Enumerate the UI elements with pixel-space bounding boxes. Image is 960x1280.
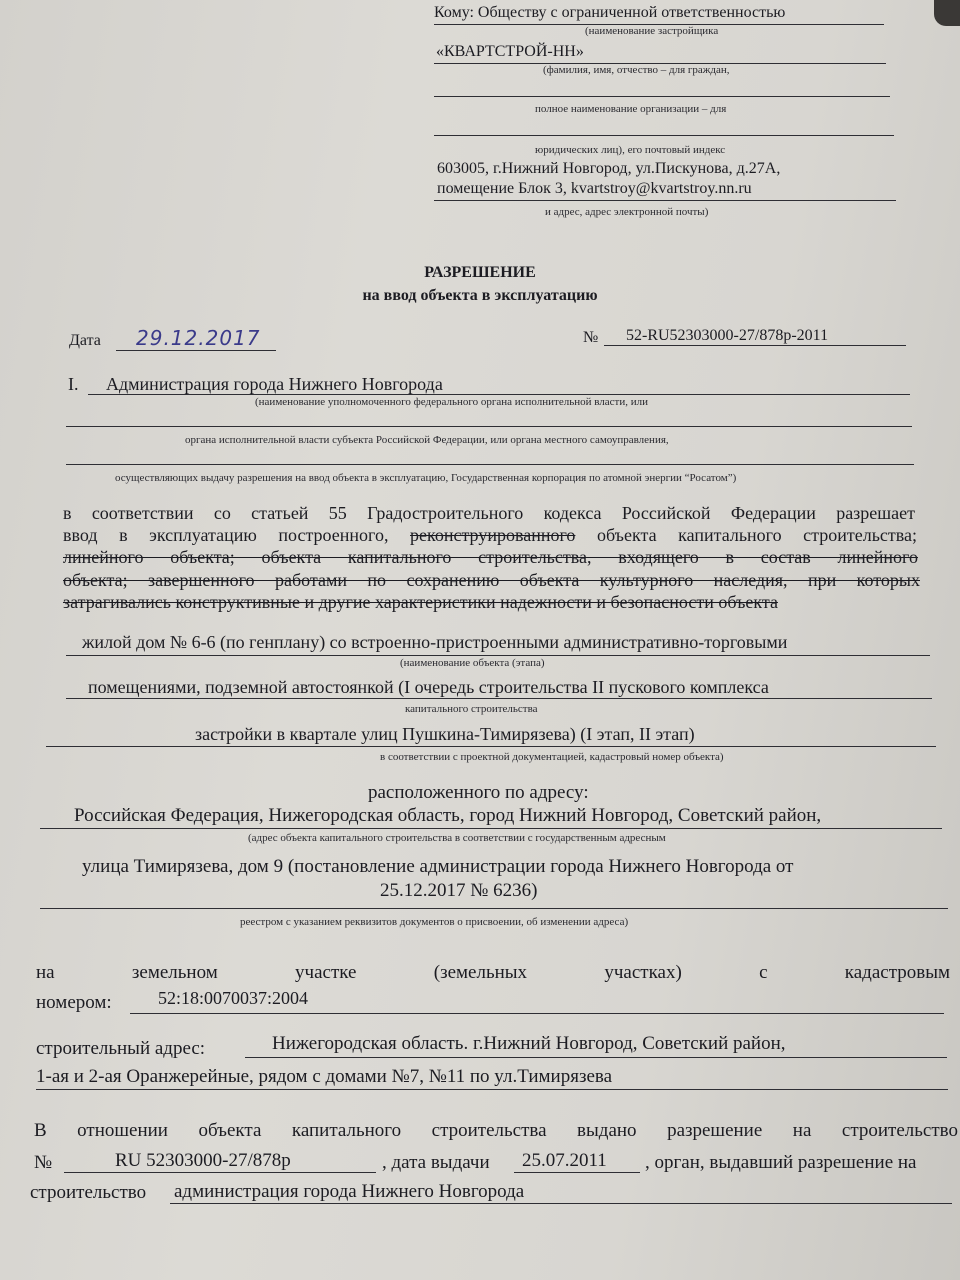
underline [40, 828, 942, 829]
cadastral-label: номером: [36, 992, 112, 1013]
permit-line-3-label: строительство [30, 1182, 147, 1203]
section-roman: I. [68, 374, 79, 394]
caption-legal: юридических лиц), его почтовый индекс [535, 144, 726, 156]
caption-object-3: в соответствии с проектной документацией, кадастровый номер объекта) [380, 751, 724, 763]
date-label: Дата [69, 332, 101, 349]
permit-tail: , орган, выдавший разрешение на [645, 1152, 917, 1173]
caption-fio: (фамилия, имя, отчество – для граждан, [543, 64, 730, 76]
body-text: объекта капитального строительства; [596, 525, 918, 545]
caption-object-1: (наименование объекта (этапа) [400, 657, 545, 669]
object-line-1: жилой дом № 6-6 (по генплану) со встроенно-пристроенными административно-торговыми [82, 632, 788, 652]
underline [88, 394, 910, 395]
build-address-line-1: Нижегородская область. г.Нижний Новгород, Советский район, [272, 1033, 786, 1054]
permit-date-label: , дата выдачи [382, 1152, 490, 1173]
caption-full-name: полное наименование организации – для [535, 103, 727, 115]
underline [66, 655, 930, 656]
build-address-label: строительный адрес: [36, 1038, 206, 1059]
caption-authority-3: осуществляющих выдачу разрешения на ввод объекта в эксплуатацию, Государственная корпорация по атомной энергии “Росатом”) [115, 472, 737, 484]
location-label: расположенного по адресу: [368, 782, 589, 803]
build-address-line-2: 1-ая и 2-ая Оранжерейные, рядом с домами №7, №11 по ул.Тимирязева [36, 1066, 613, 1087]
land-word: кадастровым [844, 962, 950, 983]
permit-number: 52-RU52303000-27/878р-2011 [626, 327, 829, 344]
underline [434, 135, 894, 136]
permit-issuer: администрация города Нижнего Новгорода [174, 1181, 525, 1202]
land-word: с [759, 962, 768, 983]
recipient-company: «КВАРТСТРОЙ-НН» [436, 43, 584, 60]
land-word: (земельных [433, 962, 528, 983]
land-word: на [36, 962, 55, 983]
land-word: участке [295, 962, 357, 983]
location-line-2: улица Тимирязева, дом 9 (постановление администрации города Нижнего Новгорода от [82, 856, 794, 877]
caption-developer: (наименование застройщика [585, 25, 719, 37]
object-line-3: застройки в квартале улиц Пушкина-Тимирязева) (I этап, II этап) [195, 724, 695, 744]
underline [64, 1172, 376, 1173]
permit-no-value: RU 52303000-27/878р [115, 1150, 291, 1171]
permit-line-1: В отношении объекта капитального строительства выдано разрешение на строительство [34, 1120, 958, 1141]
underline [434, 200, 896, 201]
caption-object-2: капитального строительства [405, 703, 538, 715]
body-line-3-struck: линейного объекта; объекта капитального строительства, входящего в состав линейного [63, 547, 918, 567]
document-subtitle: на ввод объекта в эксплуатацию [362, 287, 598, 304]
date-value-handwritten: 29.12.2017 [136, 326, 261, 350]
caption-authority-1: (наименование уполномоченного федерального органа исполнительной власти, или [255, 396, 649, 408]
land-line [36, 962, 950, 984]
body-line-1: в соответствии со статьей 55 Градостроительного кодекса Российской Федерации разрешает [63, 503, 915, 523]
underline [116, 350, 276, 351]
struck-text: реконструированного [410, 525, 576, 545]
permit-date-value: 25.07.2011 [522, 1150, 607, 1171]
underline [66, 698, 932, 699]
body-line-2 [63, 525, 917, 546]
underline [434, 96, 890, 97]
underline [130, 1013, 944, 1014]
location-line-3: 25.12.2017 № 6236) [380, 880, 538, 901]
underline [170, 1203, 952, 1204]
caption-location-2: реестром с указанием реквизитов документов о присвоении, об изменении адреса) [240, 916, 629, 928]
recipient-address-1: 603005, г.Нижний Новгород, ул.Пискунова, д.27А, [437, 160, 781, 177]
recipient-address-2: помещение Блок 3, kvartstroy@kvartstroy.nn.ru [437, 180, 752, 197]
underline [46, 746, 936, 747]
caption-address: и адрес, адрес электронной почты) [545, 206, 709, 218]
authority-name: Администрация города Нижнего Новгорода [106, 374, 443, 394]
underline [514, 1172, 640, 1173]
underline [245, 1057, 947, 1058]
body-line-4-struck: объекта; завершенного работами по сохранению объекта культурного наследия, при которых [63, 570, 920, 590]
page-corner-shadow [934, 0, 960, 26]
number-label: № [583, 329, 599, 346]
body-text: ввод в эксплуатацию построенного, [63, 525, 389, 545]
land-word: участках) [604, 962, 682, 983]
object-line-2: помещениями, подземной автостоянкой (I очередь строительства II пускового комплекса [88, 677, 769, 697]
body-line-5-struck: затрагивались конструктивные и другие характеристики надежности и безопасности объекта [63, 592, 778, 612]
underline [604, 345, 906, 346]
recipient-to-line: Кому: Обществу с ограниченной ответственностью [434, 4, 786, 21]
underline [36, 1089, 948, 1090]
location-line-1: Российская Федерация, Нижегородская область, город Нижний Новгород, Советский район, [74, 805, 822, 826]
cadastral-number: 52:18:0070037:2004 [158, 988, 309, 1008]
underline [40, 908, 948, 909]
land-word: земельном [131, 962, 218, 983]
caption-authority-2: органа исполнительной власти субъекта Российской Федерации, или органа местного самоуправления, [185, 434, 669, 446]
caption-location-1: (адрес объекта капитального строительства в соответствии с государственным адресным [248, 832, 666, 844]
underline [66, 464, 914, 465]
document-title: РАЗРЕШЕНИЕ [424, 264, 536, 281]
permit-no-label: № [34, 1152, 53, 1173]
underline [66, 426, 912, 427]
